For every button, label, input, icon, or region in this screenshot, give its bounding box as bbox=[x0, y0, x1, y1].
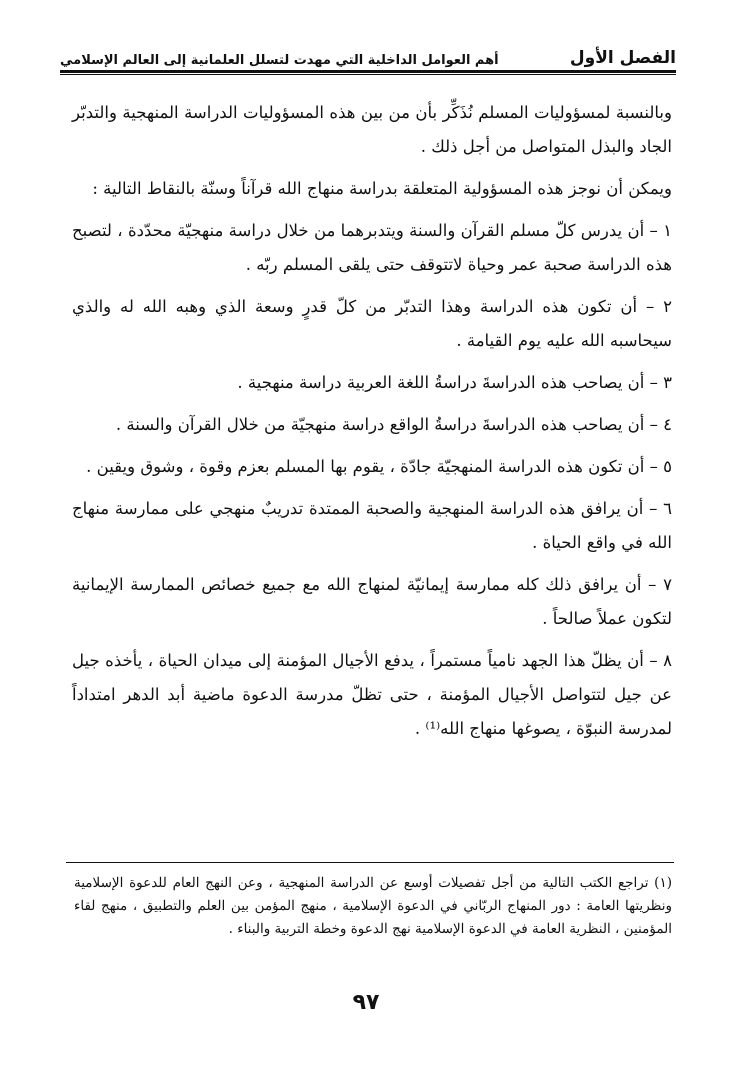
book-title: أهم العوامل الداخلية التي مهدت لتسلل العلمانية إلى العالم الإسلامي bbox=[60, 53, 499, 68]
paragraph-intro: وبالنسبة لمسؤوليات المسلم نُذَكِّر بأن من بين هذه المسؤوليات الدراسة المنهجية والتدبّر الجاد والبذل المتواصل من أجل ذلك . bbox=[72, 103, 672, 156]
point-5: ٥ – أن تكون هذه الدراسة المنهجيّة جادّة ، يقوم بها المسلم بعزم وقوة ، وشوق ويقين . bbox=[86, 457, 672, 476]
point-8: ٨ – أن يظلّ هذا الجهد نامياً مستمراً ، يدفع الأجيال المؤمنة إلى ميدان الحياة ، يأخذه جيل عن جيل لتتواصل الأجيال المؤمنة ، حتى تظلّ مدرسة الدعوة ماضية أبد الدهر امتداداً لمدرسة النبوّة ، يصوغها منهاج الله⁽¹⁾ . bbox=[72, 651, 672, 738]
point-7: ٧ – أن يرافق ذلك كله ممارسة إيمانيّة لمنهاج الله مع جميع خصائص الممارسة الإيمانية لتكون عملاً صالحاً . bbox=[72, 575, 672, 628]
point-6: ٦ – أن يرافق هذه الدراسة المنهجية والصحبة الممتدة تدريبٌ منهجي على ممارسة منهاج الله في واقع الحياة . bbox=[72, 499, 672, 552]
running-header bbox=[60, 42, 676, 68]
point-3: ٣ – أن يصاحب هذه الدراسةَ دراسةُ اللغة العربية دراسة منهجية . bbox=[237, 373, 672, 392]
point-4: ٤ – أن يصاحب هذه الدراسةَ دراسةُ الواقع دراسة منهجيّة من خلال القرآن والسنة . bbox=[115, 415, 672, 434]
footnote-text: (١) تراجع الكتب التالية من أجل تفصيلات أوسع عن الدراسة المنهجية ، وعن النهج العام للدعوة الإسلامية ونظريتها العامة : دور المنهاج الربّاني في الدعوة الإسلامية ، منهج المؤمن بين العلم والتطبيق ، منهج لقاء المؤمنين ، النظرية العامة في الدعوة الإسلامية نهج الدعوة وخطة التربية والبناء . bbox=[74, 875, 672, 937]
header-rule bbox=[60, 70, 676, 75]
page-number: ٩٧ bbox=[352, 990, 380, 1015]
footnote bbox=[74, 872, 672, 941]
footnote-rule bbox=[66, 862, 674, 863]
main-text bbox=[72, 96, 672, 754]
paragraph-summary: ويمكن أن نوجز هذه المسؤولية المتعلقة بدراسة منهاج الله قرآناً وسنّة بالنقاط التالية : bbox=[92, 179, 672, 198]
point-2: ٢ – أن تكون هذه الدراسة وهذا التدبّر من كلّ قدرٍ وسعة الذي وهبه الله له والذي سيحاسبه الله عليه يوم القيامة . bbox=[72, 297, 672, 350]
point-1: ١ – أن يدرس كلّ مسلم القرآن والسنة ويتدبرهما من خلال دراسة منهجيّة محدّدة ، لتصبح هذه الدراسة صحبة عمر وحياة لاتتوقف حتى يلقى المسلم ربّه . bbox=[72, 221, 672, 274]
chapter-title: الفصل الأول bbox=[569, 48, 676, 68]
